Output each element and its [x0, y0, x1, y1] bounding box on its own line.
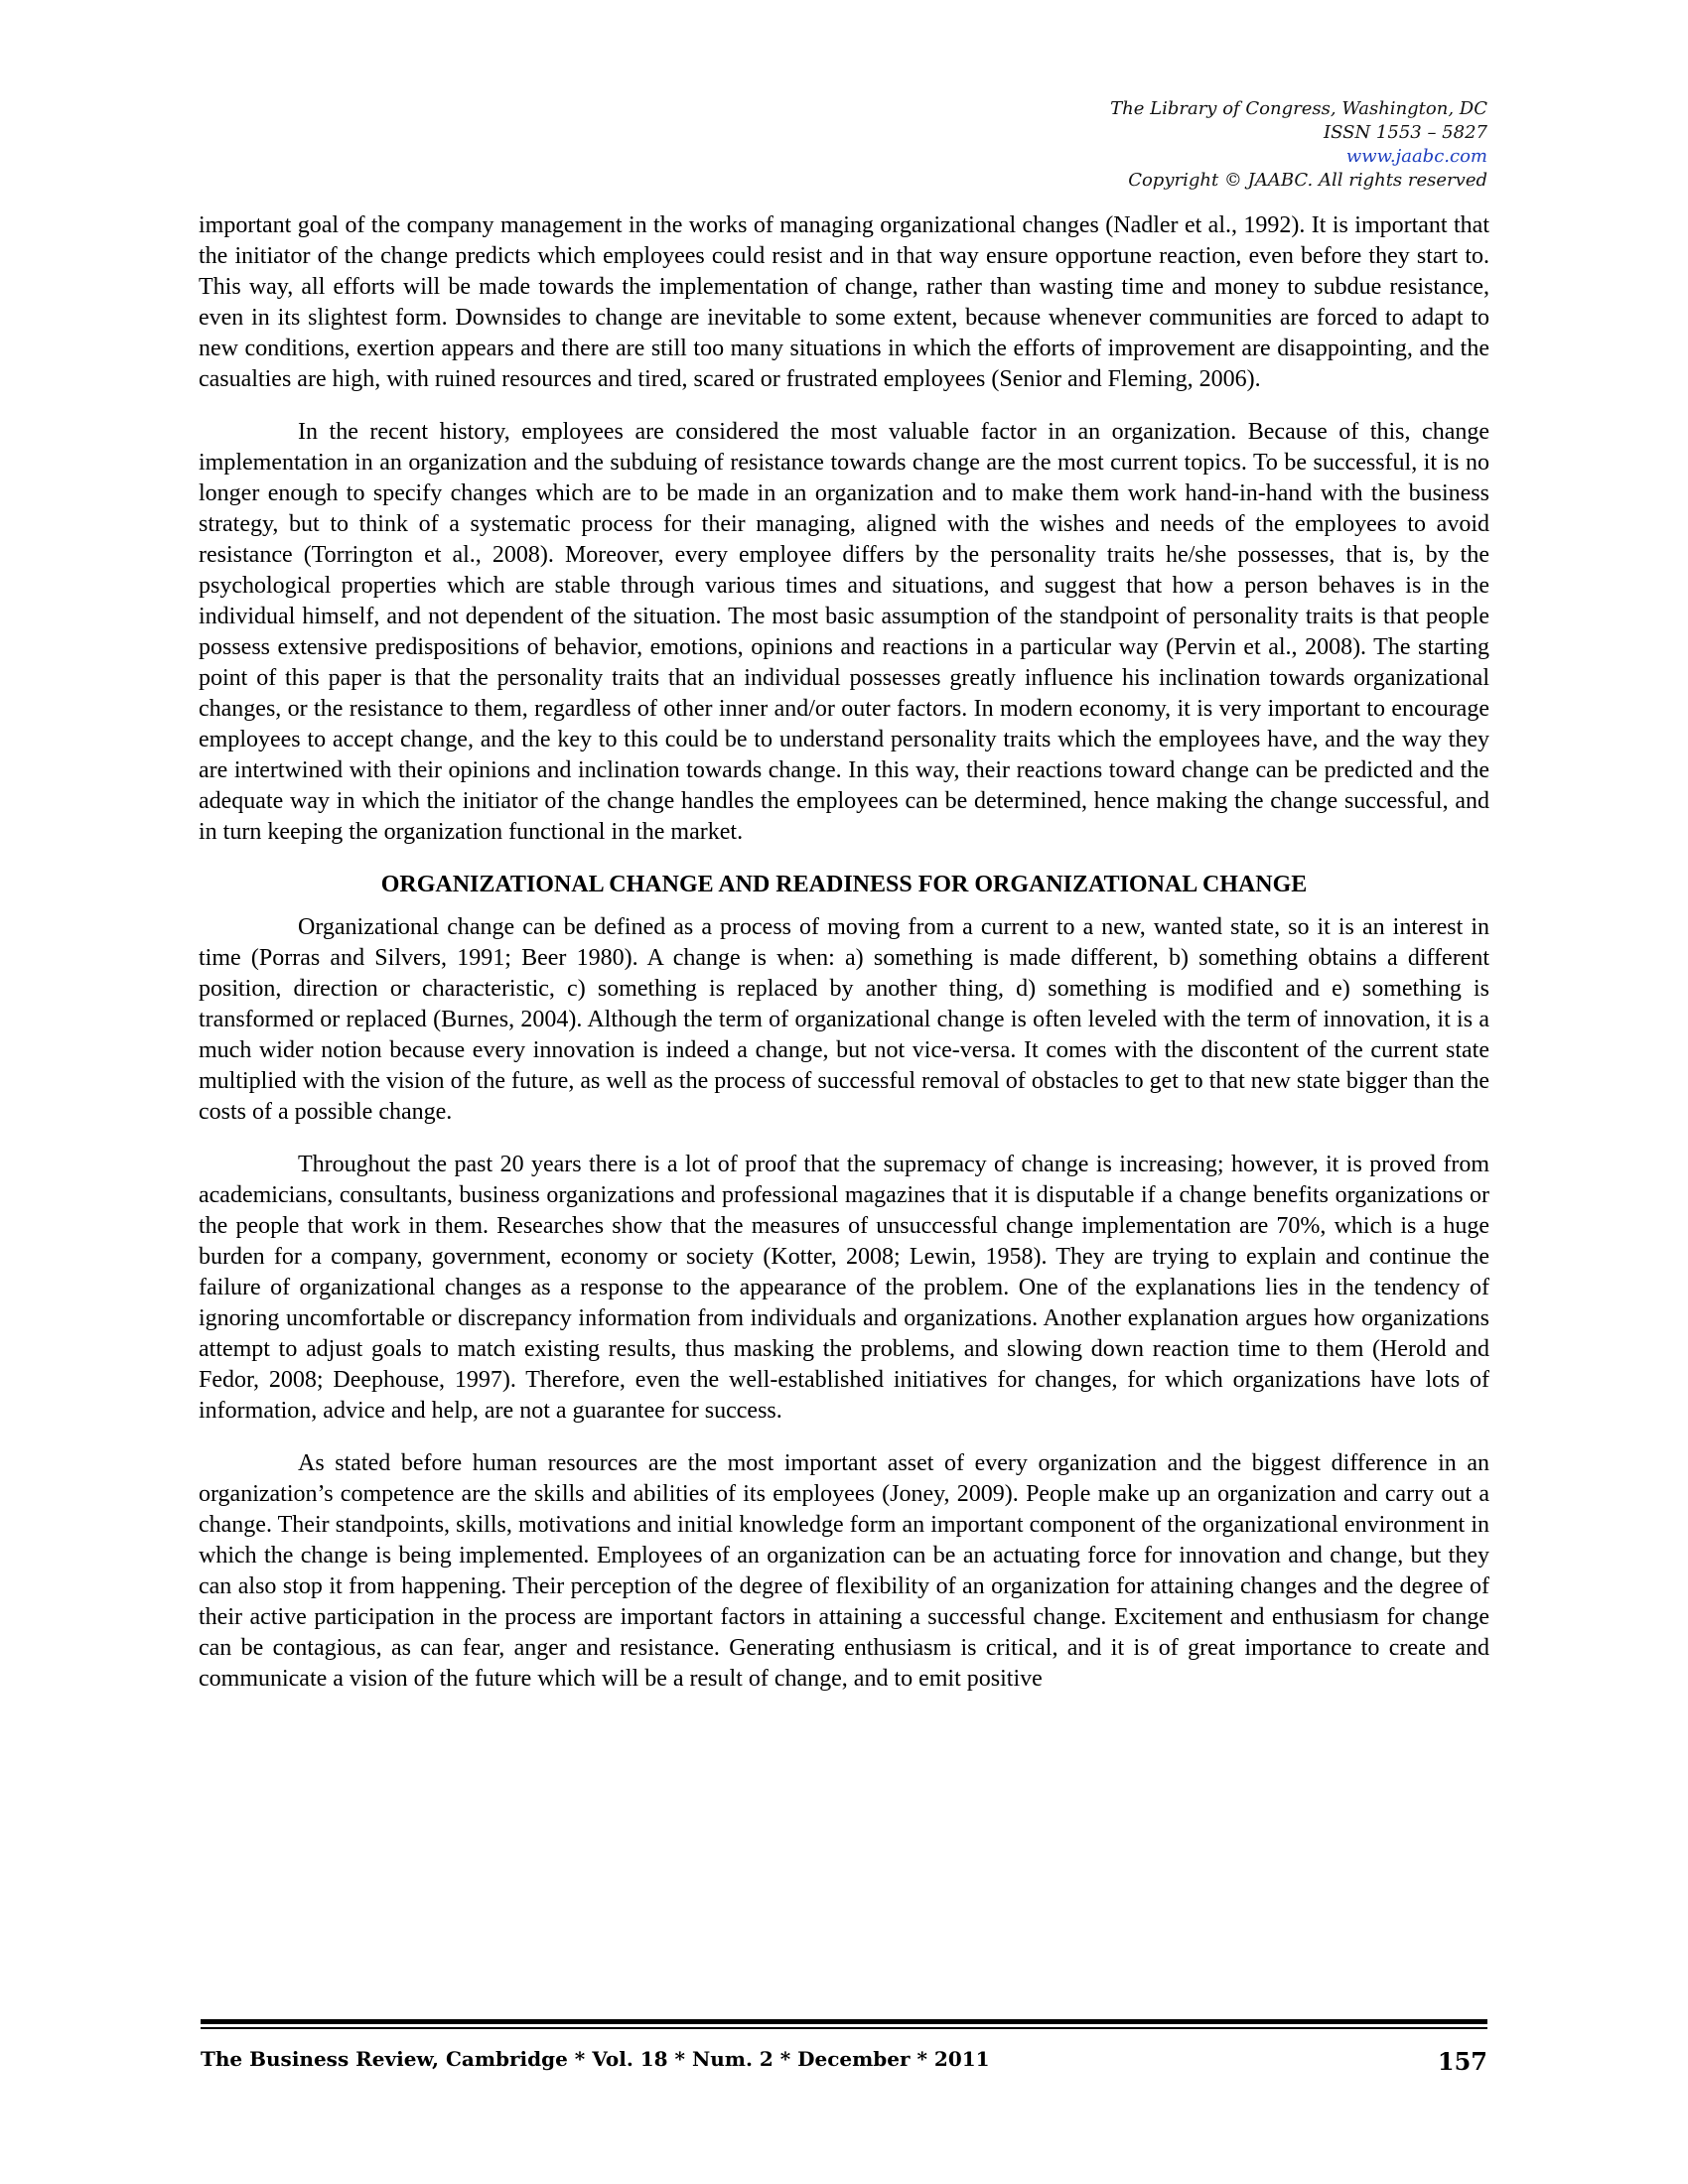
- running-footer: [201, 2047, 1487, 2076]
- header-website-link[interactable]: www.jaabc.com: [1345, 146, 1487, 167]
- paragraph-continued: important goal of the company management in the works of managing organizational changes (Nadler et al., 1992). It is important that the initiator of the change predicts which employees could resist and in that way ensure opportune reaction, even before they start to. This way, all efforts will be made towards the implementation of change, rather than wasting time and money to subdue resistance, even in its slightest form. Downsides to change are inevitable to some extent, because whenever communities are forced to adapt to new conditions, exertion appears and there are still too many situations in which the efforts of improvement are disappointing, and the casualties are high, with ruined resources and tired, scared or frustrated employees (Senior and Fleming, 2006).: [199, 212, 1489, 392]
- article-body: [199, 210, 1489, 1716]
- header-issn: ISSN 1553 – 5827: [1324, 122, 1487, 143]
- paragraph-definition: Organizational change can be defined as a process of moving from a current to a new, wanted state, so it is an interest in time (Porras and Silvers, 1991; Beer 1980). A change is when: a) something is made different, b) something obtains a different position, direction or characteristic, c) something is replaced by another thing, d) something is modified and e) something is transformed or replaced (Burnes, 2004). Although the term of organizational change is often leveled with the term of innovation, it is a much wider notion because every innovation is indeed a change, but not vice-versa. It comes with the discontent of the current state multiplied with the vision of the future, as well as the process of successful removal of obstacles to get to that new state bigger than the costs of a possible change.: [199, 914, 1489, 1125]
- paragraph-human-resources: As stated before human resources are the most important asset of every organization and the biggest difference in an organization’s competence are the skills and abilities of its employees (Joney, 2009). People make up an organization and carry out a change. Their standpoints, skills, motivations and initial knowledge form an important component of the organizational environment in which the change is being implemented. Employees of an organization can be an actuating force for innovation and change, but they can also stop it from happening. Their perception of the degree of flexibility of an organization for attaining changes and the degree of their active participation in the process are important factors in attaining a successful change. Excitement and enthusiasm for change can be contagious, as can fear, anger and resistance. Generating enthusiasm is critical, and it is of great importance to create and communicate a vision of the future which will be a result of change, and to emit positive: [199, 1450, 1489, 1692]
- paragraph-employees: In the recent history, employees are considered the most valuable factor in an organization. Because of this, change implementation in an organization and the subduing of resistance towards change are the most current topics. To be successful, it is no longer enough to specify changes which are to be made in an organization and to make them work hand-in-hand with the business strategy, but to think of a systematic process for their managing, aligned with the wishes and needs of the employees to avoid resistance (Torrington et al., 2008). Moreover, every employee differs by the personality traits he/she possesses, that is, by the psychological properties which are stable through various times and situations, and suggest that how a person behaves is in the individual himself, and not dependent of the situation. The most basic assumption of the standpoint of personality traits is that people possess extensive predispositions of behavior, emotions, opinions and reactions in a particular way (Pervin et al., 2008). The starting point of this paper is that the personality traits that an individual possesses greatly influence his inclination towards organizational changes, or the resistance to them, regardless of other inner and/or outer factors. In modern economy, it is very important to encourage employees to accept change, and the key to this could be to understand personality traits which the employees have, and the way they are intertwined with their opinions and inclination towards change. In this way, their reactions toward change can be predicted and the adequate way in which the initiator of the change handles the employees can be determined, hence making the change successful, and in turn keeping the organization functional in the market.: [199, 419, 1489, 845]
- running-header: [1110, 97, 1487, 193]
- footer-rule-thick: [201, 2019, 1487, 2024]
- footer-journal: The Business Review, Cambridge * Vol. 18 * Num. 2 * December * 2011: [201, 2047, 990, 2071]
- paragraph-supremacy: Throughout the past 20 years there is a lot of proof that the supremacy of change is increasing; however, it is proved from academicians, consultants, business organizations and professional magazines that it is disputable if a change benefits organizations or the people that work in them. Researches show that the measures of unsuccessful change implementation are 70%, which is a huge burden for a company, government, economy or society (Kotter, 2008; Lewin, 1958). They are trying to explain and continue the failure of organizational changes as a response to the appearance of the problem. One of the explanations lies in the tendency of ignoring uncomfortable or discrepancy information from individuals and organizations. Another explanation argues how organizations attempt to adjust goals to match existing results, thus masking the problems, and slowing down reaction time to them (Herold and Fedor, 2008; Deephouse, 1997). Therefore, even the well-established initiatives for changes, for which organizations have lots of information, advice and help, are not a guarantee for success.: [199, 1152, 1489, 1424]
- header-copyright: Copyright © JAABC. All rights reserved: [1128, 170, 1487, 191]
- header-library: The Library of Congress, Washington, DC: [1110, 98, 1487, 119]
- section-heading: ORGANIZATIONAL CHANGE AND READINESS FOR ORGANIZATIONAL CHANGE: [380, 872, 1308, 897]
- page-number: 157: [1437, 2047, 1487, 2076]
- footer-rule-thin: [201, 2027, 1487, 2029]
